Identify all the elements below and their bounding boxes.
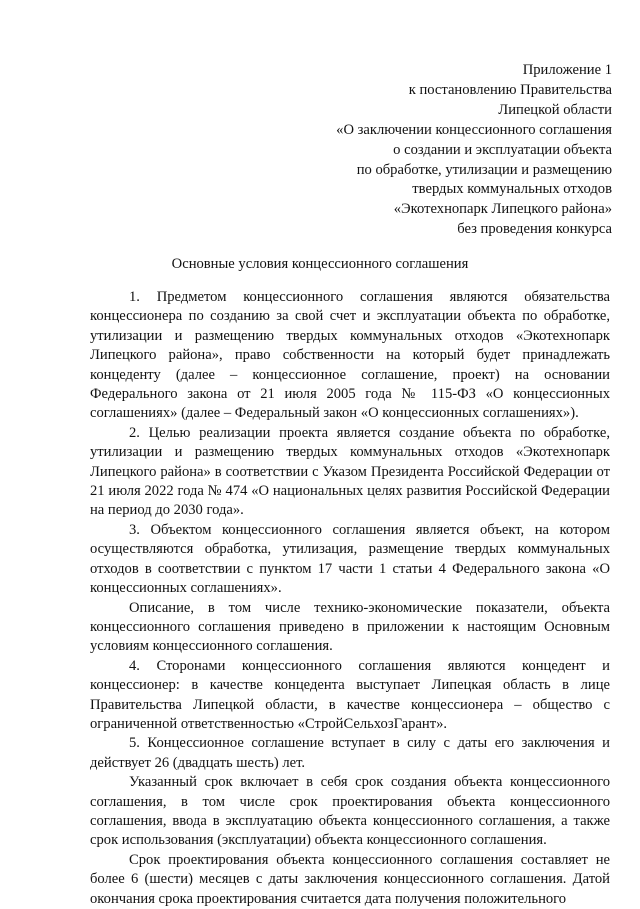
paragraph-5-term: Указанный срок включает в себя срок создания объекта концессионного соглашения, в том числе срок проектирования объекта концессионного соглашения, ввода в эксплуатацию объекта концессионного соглашения, а также срок использования (эксплуатации) объекта концессионного соглашения. bbox=[90, 774, 610, 849]
appendix-line: твердых коммунальных отходов bbox=[412, 181, 612, 198]
appendix-line: о создании и эксплуатации объекта bbox=[393, 141, 612, 158]
paragraph-3: 3. Объектом концессионного соглашения является объект, на котором осуществляются обработка, утилизация, размещение твердых коммунальных отходов в соответствии с пунктом 17 части 1 статьи 4 Федерального закона «О концессионных соглашениях». bbox=[90, 521, 610, 597]
appendix-line: «О заключении концессионного соглашения bbox=[336, 121, 612, 138]
paragraph-5-design-term: Срок проектирования объекта концессионного соглашения составляет не более 6 (шести) месяцев с даты заключения концессионного соглашения. Датой окончания срока проектирования считается дата получения положительного bbox=[90, 851, 610, 907]
paragraph-3-description: Описание, в том числе технико-экономические показатели, объекта концессионного соглашения приведено в приложении к настоящим Основным условиям концессионного соглашения. bbox=[90, 599, 610, 655]
paragraph-1: 1. Предметом концессионного соглашения являются обязательства концессионера по созданию за свой счет и эксплуатации объекта по обработке, утилизации и размещению твердых коммунальных отходов «Экотехнопарк Липецкого района», право собственности на который будет принадлежать концеденту (далее – концессионное соглашение, проект) на основании Федерального закона от 21 июля 2005 года № 115-ФЗ «О концессионных соглашениях» (далее – Федеральный закон «О концессионных соглашениях»). bbox=[90, 289, 610, 422]
appendix-line: «Экотехнопарк Липецкого района» bbox=[393, 201, 612, 218]
appendix-line: Приложение 1 bbox=[522, 62, 612, 78]
appendix-line: Липецкой области bbox=[498, 101, 612, 118]
paragraph-5: 5. Концессионное соглашение вступает в силу с даты его заключения и действует 26 (двадцать шесть) лет. bbox=[90, 735, 610, 771]
appendix-line: без проведения конкурса bbox=[457, 221, 612, 238]
document-title: Основные условия концессионного соглашения bbox=[171, 256, 469, 272]
document-body bbox=[90, 288, 610, 909]
paragraph-4: 4. Сторонами концессионного соглашения являются концедент и концессионер: в качестве концедента выступает Липецкая область в лице Правительства Липецкой области, в качестве концессионера – общество с ограниченной ответственностью «СтройСельхозГарант». bbox=[90, 657, 610, 732]
appendix-line: по обработке, утилизации и размещению bbox=[356, 161, 612, 178]
appendix-header bbox=[336, 61, 612, 240]
appendix-line: к постановлению Правительства bbox=[408, 81, 612, 98]
paragraph-2: 2. Целью реализации проекта является создание объекта по обработке, утилизации и размещению твердых коммунальных отходов «Экотехнопарк Липецкого района» в соответствии с Указом Президента Российской Федерации от 21 июля 2022 года № 474 «О национальных целях развития Российской Федерации на период до 2030 года». bbox=[90, 424, 610, 519]
